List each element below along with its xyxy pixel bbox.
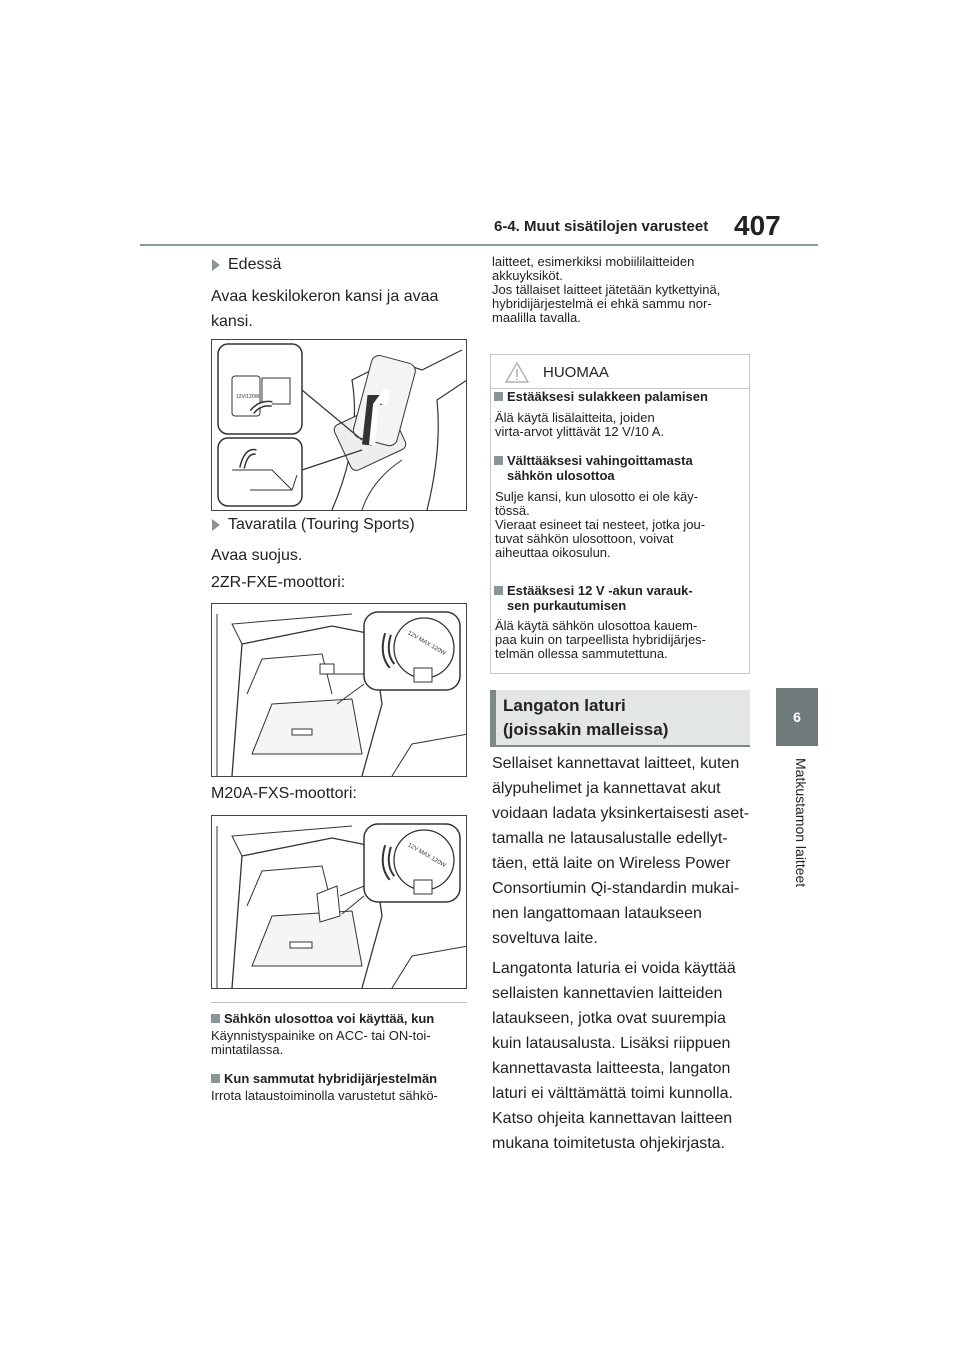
- paragraph-line: Katso ohjeita kannettavan laitteen: [492, 1110, 733, 1127]
- note1-body: [211, 1029, 431, 1057]
- square-bullet-icon: [494, 456, 503, 465]
- paragraph-line: voidaan ladata yksinkertaisesti aset-: [492, 805, 750, 822]
- notice-box: [490, 354, 750, 674]
- notice-line: Älä käytä lisälaitteita, joiden: [495, 410, 655, 425]
- paragraph-line: tamalla ne latausalustalle edellyt-: [492, 830, 728, 847]
- header-rule: [140, 244, 818, 246]
- notice-heading-line: sen purkautumisen: [507, 598, 627, 613]
- paragraph-line: Sellaiset kannettavat laitteet, kuten: [492, 755, 740, 772]
- front-heading-text: Edessä: [228, 256, 282, 273]
- wireless-paragraph-2: [492, 956, 736, 1156]
- engine-label-1: 2ZR-FXE-moottori:: [211, 574, 346, 591]
- note2-heading-text: Kun sammutat hybridijärjestelmän: [224, 1071, 438, 1086]
- page-number: 407: [734, 210, 781, 241]
- section-heading-line: (joissakin malleissa): [503, 720, 669, 739]
- paragraph-line: soveltuva laite.: [492, 930, 598, 947]
- divider: [211, 1002, 467, 1003]
- paragraph-line: laturi ei välttämättä toimi kunnolla.: [492, 1085, 733, 1102]
- notice-heading-2: [494, 453, 693, 483]
- note2-line: Irrota lataustoiminolla varustetut sähkö-: [211, 1088, 438, 1103]
- notice-line: Älä käytä sähkön ulosottoa kauem-: [495, 618, 698, 633]
- cargo-heading-text: Tavaratila (Touring Sports): [228, 516, 415, 533]
- continued-line: Jos tällaiset laitteet jätetään kytkettyinä,: [492, 282, 721, 297]
- notice-line: virta-arvot ylittävät 12 V/10 A.: [495, 424, 665, 439]
- note2-body: [211, 1089, 438, 1103]
- notice-line: tössä.: [495, 503, 530, 518]
- continued-line: hybridijärjestelmä ei ehkä sammu nor-: [492, 296, 712, 311]
- cargo-outlet-illustration-2: [211, 815, 467, 989]
- note1-line: mintatilassa.: [211, 1042, 284, 1057]
- section-underline: [490, 745, 750, 747]
- dial-label: 12V MAX 120W: [406, 630, 447, 657]
- paragraph-line: lataukseen, jotka ovat suurempia: [492, 1010, 726, 1027]
- notice-title: HUOMAA: [543, 364, 609, 381]
- square-bullet-icon: [494, 586, 503, 595]
- notice-heading-line: Välttääksesi vahingoittamasta: [507, 453, 693, 468]
- front-instruction-line: kansi.: [211, 313, 253, 330]
- continued-line: akkuyksiköt.: [492, 268, 563, 283]
- note2-heading: [211, 1071, 437, 1086]
- warning-triangle-icon: [504, 361, 530, 385]
- square-bullet-icon: [211, 1074, 220, 1083]
- cargo-heading: [212, 516, 415, 534]
- paragraph-line: kannettavasta laitteesta, langaton: [492, 1060, 731, 1077]
- notice-line: paa kuin on tarpeellista hybridijärjes-: [495, 632, 707, 647]
- chapter-label: Matkustamon laitteet: [793, 758, 809, 888]
- notice-heading-line: Estääksesi 12 V -akun varauk-: [507, 583, 693, 598]
- note1-line: Käynnistyspainike on ACC- tai ON-toi-: [211, 1028, 431, 1043]
- front-instruction-line: Avaa keskilokeron kansi ja avaa: [211, 288, 439, 305]
- paragraph-line: mukana toimitetusta ohjekirjasta.: [492, 1135, 725, 1152]
- section-accent-bar: [490, 690, 496, 746]
- notice-line: tuvat sähkön ulosottoon, voivat: [495, 531, 674, 546]
- wireless-paragraph-1: [492, 751, 749, 951]
- triangle-bullet-icon: [212, 259, 220, 271]
- continued-line: laitteet, esimerkiksi mobiililaitteiden: [492, 254, 695, 269]
- notice-heading-1-text: Estääksesi sulakkeen palamisen: [507, 389, 708, 404]
- paragraph-line: täen, että laite on Wireless Power: [492, 855, 731, 872]
- notice-body-3: [495, 619, 706, 661]
- paragraph-line: Langatonta laturia ei voida käyttää: [492, 960, 736, 977]
- chapter-tab: 6: [776, 688, 818, 746]
- notice-heading-3-text: [507, 583, 693, 613]
- triangle-bullet-icon: [212, 519, 220, 531]
- outlet-rating-label: 12V/120W: [236, 394, 260, 400]
- section-heading: [503, 694, 668, 742]
- cargo-instruction: Avaa suojus.: [211, 547, 303, 564]
- notice-body-1: [495, 411, 664, 439]
- square-bullet-icon: [494, 392, 503, 401]
- section-title: 6-4. Muut sisätilojen varusteet: [494, 218, 709, 235]
- cargo-outlet-illustration-1: [211, 603, 467, 777]
- engine-label-2: M20A-FXS-moottori:: [211, 785, 357, 802]
- notice-line: Vieraat esineet tai nesteet, jotka jou-: [495, 517, 706, 532]
- notice-line: aiheuttaa oikosulun.: [495, 545, 611, 560]
- paragraph-line: kuin latausalusta. Lisäksi riippuen: [492, 1035, 731, 1052]
- paragraph-line: älypuhelimet ja kannettavat akut: [492, 780, 721, 797]
- continued-text: [492, 255, 720, 325]
- paragraph-line: sellaisten kannettavien laitteiden: [492, 985, 723, 1002]
- notice-heading-line: sähkön ulosottoa: [507, 468, 615, 483]
- paragraph-line: Consortiumin Qi-standardin mukai-: [492, 880, 740, 897]
- notice-heading-3: [494, 583, 693, 613]
- continued-line: maalilla tavalla.: [492, 310, 581, 325]
- notice-heading-1: [494, 389, 708, 404]
- paragraph-line: nen langattomaan lataukseen: [492, 905, 702, 922]
- section-heading-line: Langaton laturi: [503, 696, 626, 715]
- notice-line: telmän ollessa sammutettuna.: [495, 646, 668, 661]
- front-instruction: [211, 284, 438, 334]
- dial-label: 12V MAX 120W: [406, 842, 447, 869]
- notice-body-2: [495, 490, 705, 560]
- front-heading: [212, 256, 281, 274]
- square-bullet-icon: [211, 1014, 220, 1023]
- wireless-charger-section-header: [490, 690, 750, 746]
- note1-heading: [211, 1011, 434, 1026]
- notice-heading-2-text: [507, 453, 693, 483]
- note1-heading-text: Sähkön ulosottoa voi käyttää, kun: [224, 1011, 435, 1026]
- console-box-illustration: [211, 339, 467, 511]
- notice-line: Sulje kansi, kun ulosotto ei ole käy-: [495, 489, 699, 504]
